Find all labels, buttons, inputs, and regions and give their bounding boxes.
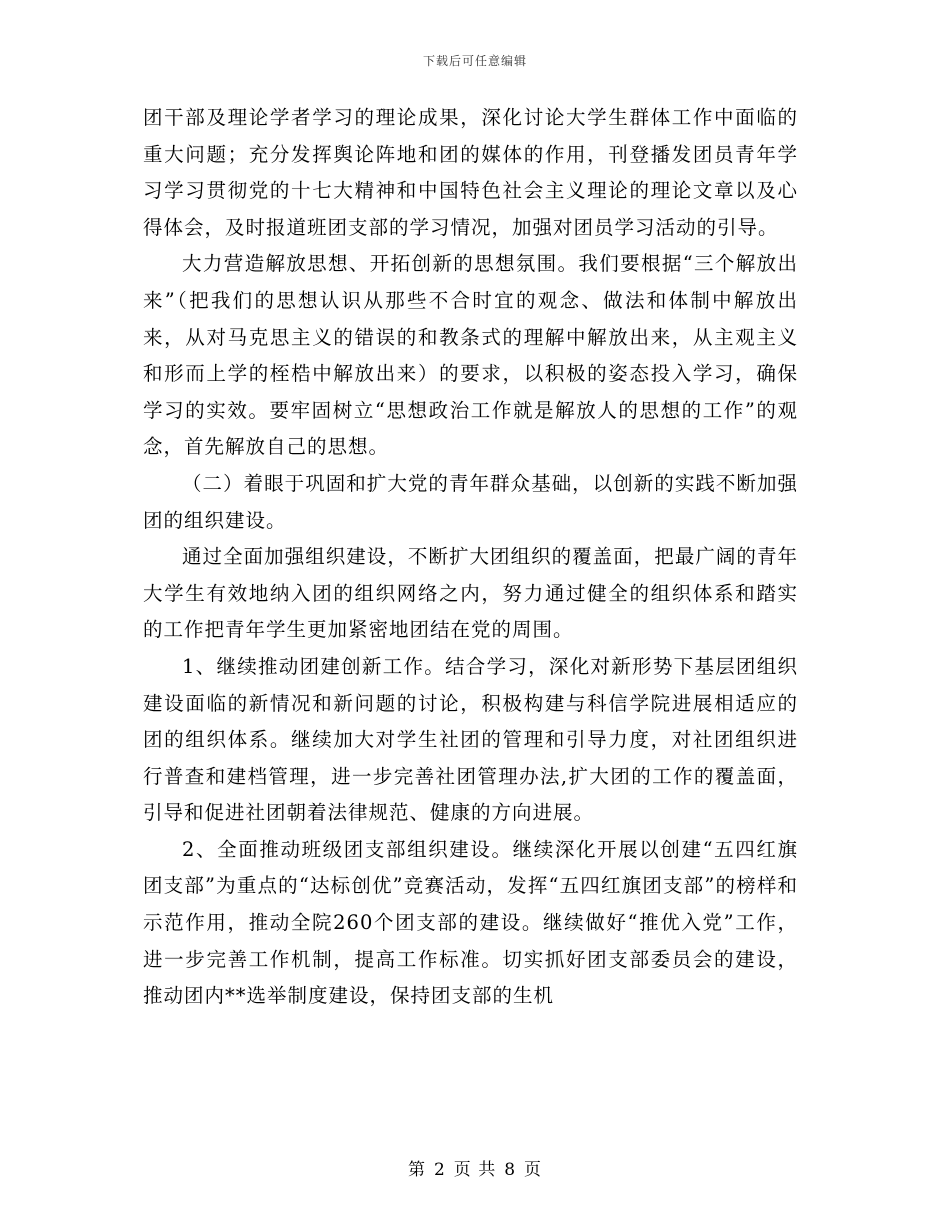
page-header-note: 下载后可任意编辑: [422, 54, 527, 68]
footer-prefix: 第: [407, 1160, 426, 1180]
paragraph-2: 大力营造解放思想、开拓创新的思想氛围。我们要根据“三个解放出来”（把我们的思想认识从那些不合时宜的观念、做法和体制中解放出来，从对马克思主义的错误的和教条式的理解中解放出来，从主观主义和形而上学的桎梏中解放出来）的要求，以积极的姿态投入学习，确保学习的实效。要牢固树立“思想政治工作就是解放人的思想的工作”的观念，首先解放自己的思想。: [143, 252, 798, 459]
footer-total-pages: 8: [504, 1160, 517, 1180]
body-text: [143, 100, 798, 1015]
paragraph-5: 1、继续推动团建创新工作。结合学习，深化对新形势下基层团组织建设面临的新情况和新问题的讨论，积极构建与科信学院进展相适应的团的组织体系。继续加大对学生社团的管理和引导力度，对社团组织进行普查和建档管理，进一步完善社团管理办法,扩大团的工作的覆盖面，引导和促进社团朝着法律规范、健康的方向进展。: [143, 654, 798, 825]
paragraph-4: 通过全面加强组织建设，不断扩大团组织的覆盖面，把最广阔的青年大学生有效地纳入团的组织网络之内，努力通过健全的组织体系和踏实的工作把青年学生更加紧密地团结在党的周围。: [143, 545, 798, 642]
page-footer: [0, 1155, 950, 1180]
footer-current-page: 2: [433, 1160, 446, 1180]
paragraph-6: 2、全面推动班级团支部组织建设。继续深化开展以创建“五四红旗团支部”为重点的“达标创优”竞赛活动，发挥“五四红旗团支部”的榜样和示范作用，推动全院260个团支部的建设。继续做好“推优入党”工作，进一步完善工作机制，提高工作标准。切实抓好团支部委员会的建设，推动团内**选举制度建设，保持团支部的生机: [143, 837, 798, 1008]
footer-suffix: 页: [524, 1160, 543, 1180]
paragraph-3: （二）着眼于巩固和扩大党的青年群众基础，以创新的实践不断加强团的组织建设。: [143, 471, 798, 532]
paragraph-1: 团干部及理论学者学习的理论成果，深化讨论大学生群体工作中面临的重大问题；充分发挥舆论阵地和团的媒体的作用，刊登播发团员青年学习学习贯彻党的十七大精神和中国特色社会主义理论的理论文章以及心得体会，及时报道班团支部的学习情况，加强对团员学习活动的引导。: [143, 106, 798, 239]
footer-middle: 页 共: [453, 1160, 497, 1180]
